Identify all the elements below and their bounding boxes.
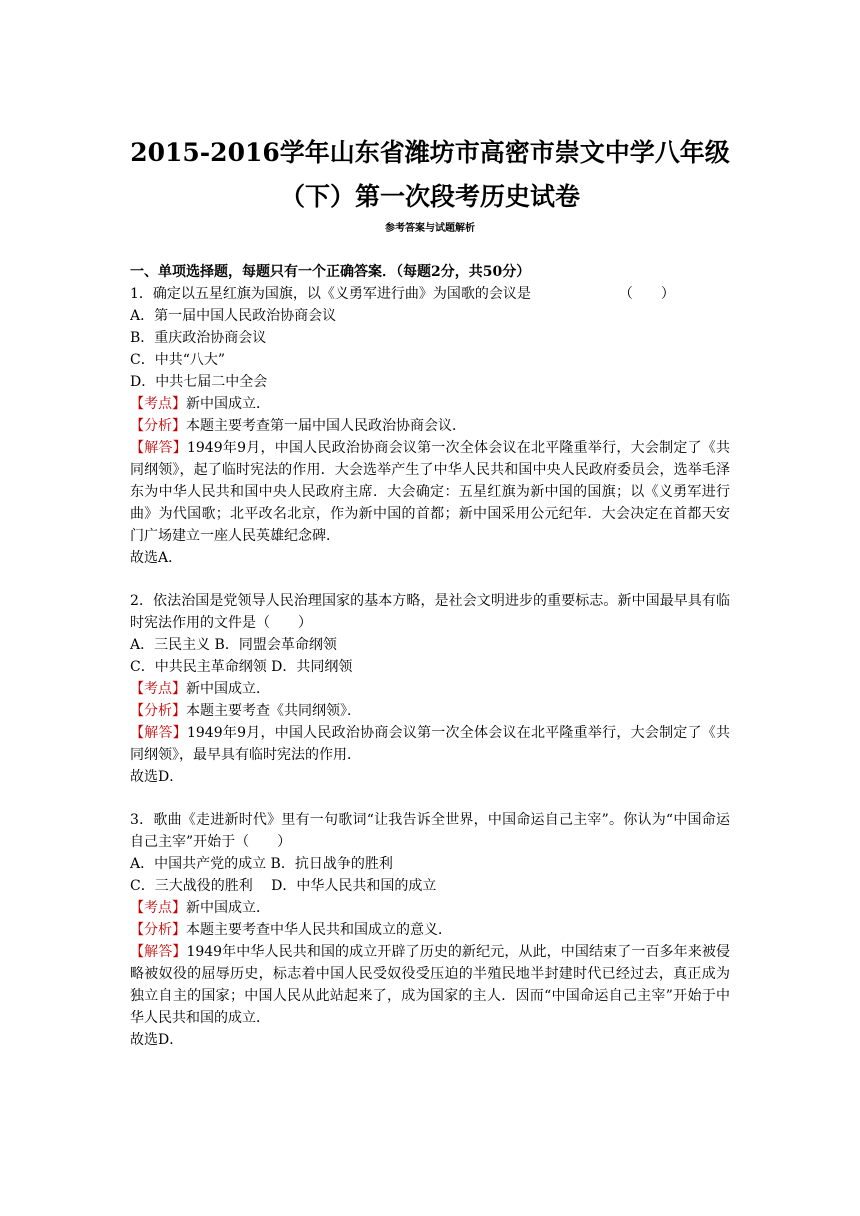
fenxi-label: 分析 [144,418,172,434]
answer-bracket: （ ） [618,286,675,302]
option-a: A．第一届中国人民政治协商会议 [130,308,337,324]
jieda-text: 1949年9月，中国人民政治协商会议第一次全体会议在北平隆重举行，大会制定了《共同纲领》，最早具有临时宪法的作用． [130,725,731,763]
question-3 [130,809,730,1051]
jieda-text: 1949年中华人民共和国的成立开辟了历史的新纪元，从此，中国结束了一百多年来被侵略被奴役的屈辱历史，标志着中国人民受奴役受压迫的半殖民地半封建时代已经过去，真正成为独立自主的国家；中国人民从此站起来了，成为国家的主人．因而“中国命运自己主宰”开始于中华人民共和国的成立． [130,944,730,1026]
kaodian-label: 考点 [144,681,172,697]
document-title-line1: 2015-2016学年山东省潍坊市高密市崇文中学八年级 [130,138,730,167]
fenxi-line: 【分析】本题主要考查《共同纲领》． [130,703,361,719]
section-heading: 一、单项选择题，每题只有一个正确答案．（每题2分，共50分） [130,264,531,280]
jieda-label: 解答 [144,440,173,456]
document-body [130,262,730,1051]
jieda-text: 1949年9月，中国人民政治协商会议第一次全体会议在北平隆重举行，大会制定了《共同纲领》，起了临时宪法的作用．大会选举产生了中华人民共和国中央人民政府委员会，选举毛泽东为中华人民共和国中央人民政府主席．大会确定：五星红旗为新中国的国旗；以《义勇军进行曲》为代国歌；北平改名北京，作为新中国的首都；新中国采用公元纪年．大会决定在首都天安门广场建立一座人民英雄纪念碑． [130,440,731,544]
options-cd: C．三大战役的胜利 D．中华人民共和国的成立 [130,878,437,894]
question-stem [130,283,730,305]
answer-line: 故选D． [130,769,184,785]
fenxi-text: 本题主要考查中华人民共和国成立的意义． [186,922,452,938]
document-subtitle: 参考答案与试题解析 [385,223,475,234]
option-d: D．中共七届二中全会 [130,374,268,390]
question-2 [130,590,730,788]
answer-line: 故选A． [130,550,183,566]
fenxi-line: 【分析】本题主要考查中华人民共和国成立的意义． [130,922,452,938]
jieda-label: 解答 [144,944,173,960]
kaodian-label: 考点 [144,396,172,412]
fenxi-label: 分析 [144,703,172,719]
fenxi-text: 本题主要考查第一届中国人民政治协商会议． [186,418,466,434]
kaodian-line: 【考点】新中国成立． [130,681,270,697]
question-1 [130,283,730,569]
option-b: B．重庆政治协商会议 [130,330,267,346]
jieda-paragraph: 【解答】1949年9月，中国人民政治协商会议第一次全体会议在北平隆重举行，大会制定了《共同纲领》，最早具有临时宪法的作用． [130,725,731,763]
fenxi-text: 本题主要考查《共同纲领》． [186,703,361,719]
fenxi-line: 【分析】本题主要考查第一届中国人民政治协商会议． [130,418,466,434]
kaodian-line: 【考点】新中国成立． [130,900,270,916]
options-cd: C．中共民主革命纲领 D．共同纲领 [130,659,353,675]
question-stem-text: 1．确定以五星红旗为国旗，以《义勇军进行曲》为国歌的会议是 [130,286,531,302]
question-stem: 3．歌曲《走进新时代》里有一句歌词“让我告诉全世界，中国命运自己主宰”。你认为“中国命运自己主宰”开始于（ ） [130,812,730,850]
answer-line: 故选D． [130,1032,184,1048]
kaodian-label: 考点 [144,900,172,916]
kaodian-line: 【考点】新中国成立． [130,396,270,412]
kaodian-text: 新中国成立． [186,396,270,412]
jieda-paragraph: 【解答】1949年中华人民共和国的成立开辟了历史的新纪元，从此，中国结束了一百多年来被侵略被奴役的屈辱历史，标志着中国人民受奴役受压迫的半殖民地半封建时代已经过去，真正成为独立自主的国家；中国人民从此站起来了，成为国家的主人．因而“中国命运自己主宰”开始于中华人民共和国的成立． [130,944,730,1026]
kaodian-text: 新中国成立． [186,681,270,697]
kaodian-text: 新中国成立． [186,900,270,916]
options-ab: A．中国共产党的成立 B．抗日战争的胜利 [130,856,393,872]
document-title-line2: （下）第一次段考历史试卷 [279,182,580,211]
jieda-paragraph: 【解答】1949年9月，中国人民政治协商会议第一次全体会议在北平隆重举行，大会制定了《共同纲领》，起了临时宪法的作用．大会选举产生了中华人民共和国中央人民政府委员会，选举毛泽东为中华人民共和国中央人民政府主席．大会确定：五星红旗为新中国的国旗；以《义勇军进行曲》为代国歌；北平改名北京，作为新中国的首都；新中国采用公元纪年．大会决定在首都天安门广场建立一座人民英雄纪念碑． [130,440,731,544]
fenxi-label: 分析 [144,922,172,938]
question-stem: 2．依法治国是党领导人民治理国家的基本方略，是社会文明进步的重要标志。新中国最早具有临时宪法作用的文件是（ ） [130,593,730,631]
jieda-label: 解答 [144,725,173,741]
options-ab: A．三民主义 B．同盟会革命纲领 [130,637,337,653]
option-c: C．中共“八大” [130,352,226,368]
